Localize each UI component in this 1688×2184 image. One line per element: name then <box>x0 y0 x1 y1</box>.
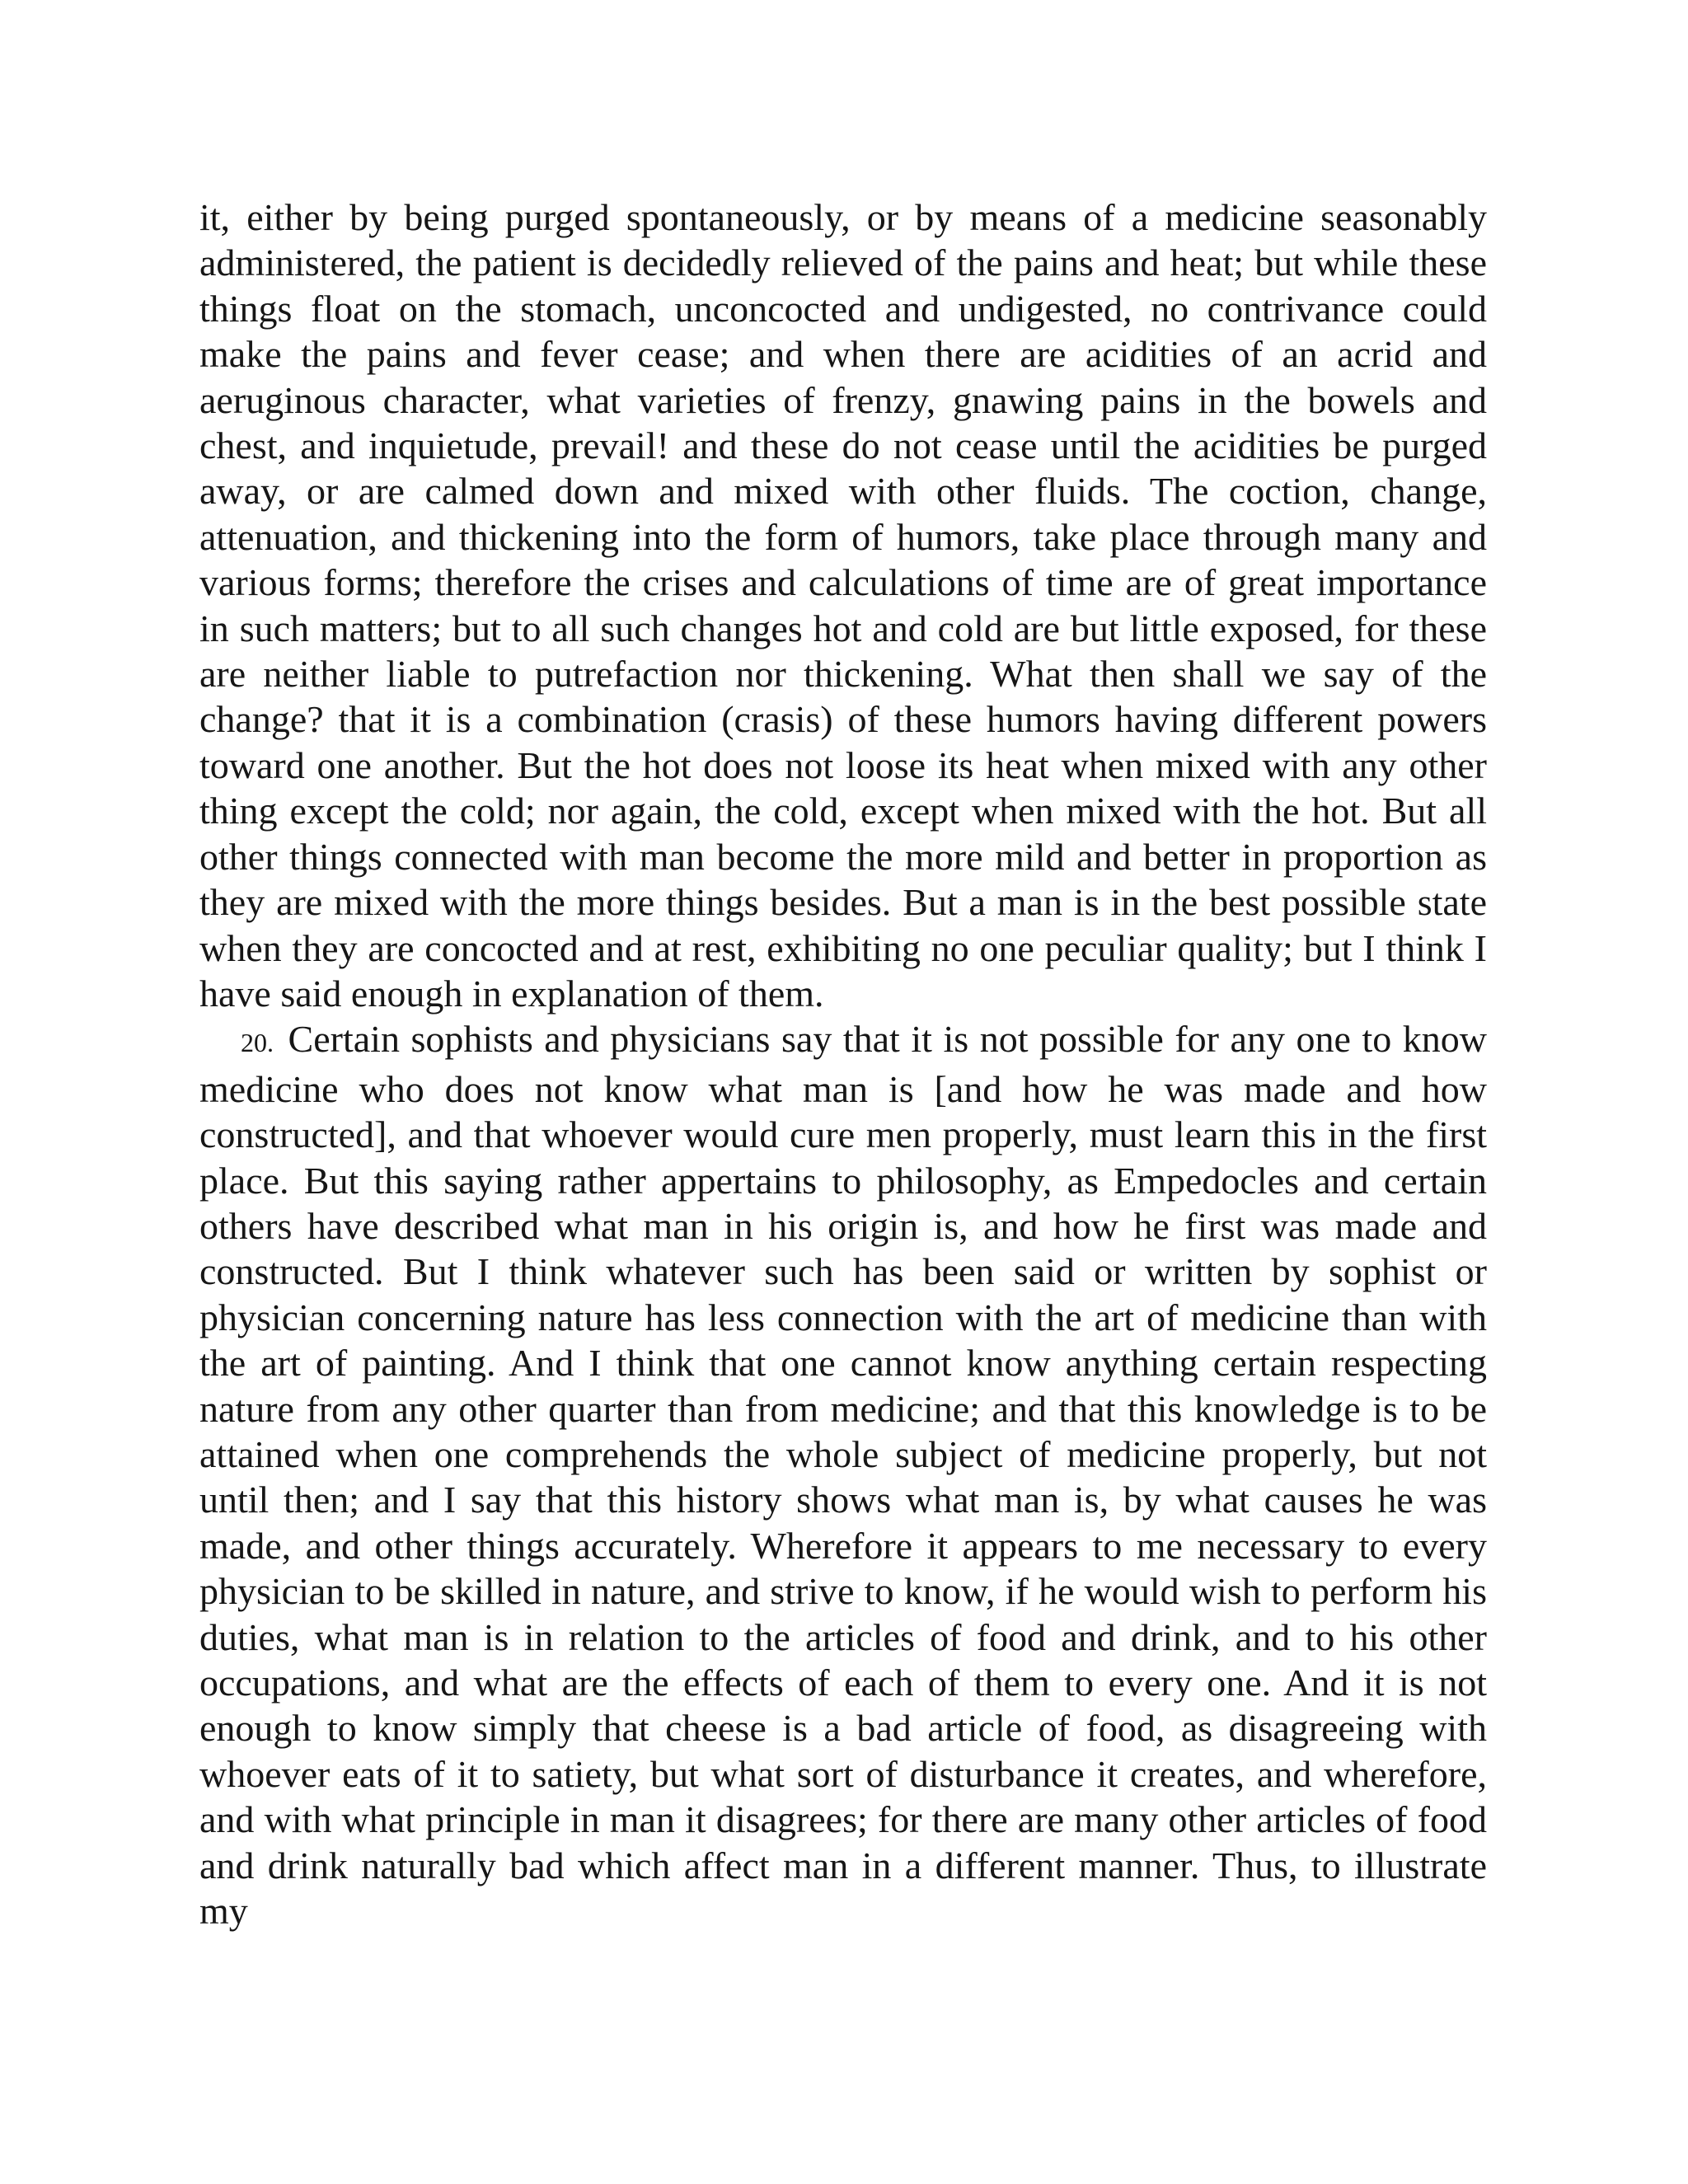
paragraph-text: Certain sophists and physicians say that it is not possible for any one to know medicine who does not know what man is [and how he was made and how constructed], and that whoever would cure men properly, must learn this in the first place. But this saying rather appertains to philosophy, as Empedocles and certain others have described what man in his origin is, and how he first was made and constructed. But I think whatever such has been said or written by sophist or physician concerning nature has less connection with the art of medicine than with the art of painting. And I think that one cannot know anything certain respecting nature from any other quarter than from medicine; and that this knowledge is to be attained when one comprehends the whole subject of medicine properly, but not until then; and I say that this history shows what man is, by what causes he was made, and other things accurately. Wherefore it appears to me necessary to every physician to be skilled in nature, and strive to know, if he would wish to perform his duties, what man is in relation to the articles of food and drink, and to his other occupations, and what are the effects of each of them to every one. And it is not enough to know simply that cheese is a bad article of food, as disagreeing with whoever eats of it to satiety, but what sort of disturbance it creates, and wherefore, and with what principle in man it disagrees; for there are many other articles of food and drink naturally bad which affect man in a different manner. Thus, to illustrate my <box>199 1018 1488 1933</box>
paragraph-section-20 <box>199 1016 1487 1933</box>
paragraph-continued: it, either by being purged spontaneously, or by means of a medicine seasonably administered, the patient is decidedly relieved of the pains and heat; but while these things float on the stomach, unconcocted and undigested, no contrivance could make the pains and fever cease; and when there are acidities of an acrid and aeruginous character, what varieties of frenzy, gnawing pains in the bowels and chest, and inquietude, prevail! and these do not cease until the acidities be purged away, or are calmed down and mixed with other fluids. The coction, change, attenuation, and thickening into the form of humors, take place through many and various forms; therefore the crises and calculations of time are of great importance in such matters; but to all such changes hot and cold are but little exposed, for these are neither liable to putrefaction nor thickening. What then shall we say of the change? that it is a combination (crasis) of these humors having different powers toward one another. But the hot does not loose its heat when mixed with any other thing except the cold; nor again, the cold, except when mixed with the hot. But all other things connected with man become the more mild and better in proportion as they are mixed with the more things besides. But a man is in the best possible state when they are concocted and at rest, exhibiting no one peculiar quality; but I think I have said enough in explanation of them. <box>199 196 1487 1015</box>
document-page <box>199 194 1487 1933</box>
section-number: 20. <box>241 1028 274 1058</box>
